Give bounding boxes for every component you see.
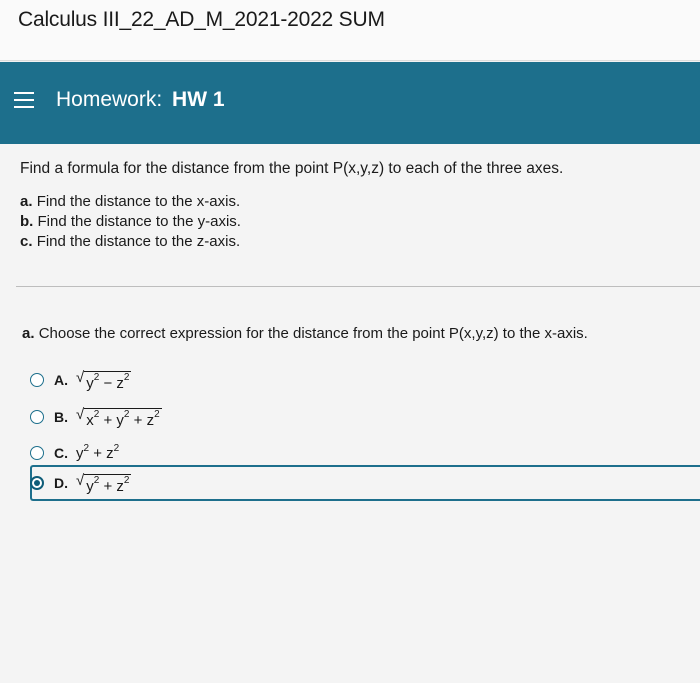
- option-expression-c: y $^2$ + z $^2$: [76, 442, 120, 462]
- question-part: b. Find the distance to the y-axis.: [20, 213, 241, 230]
- homework-name: HW 1: [172, 88, 225, 111]
- question-part: a. Find the distance to the x-axis.: [20, 193, 241, 210]
- menu-icon[interactable]: [14, 92, 34, 110]
- course-title: Calculus III_22_AD_M_2021-2022 SUM: [18, 8, 385, 31]
- question-part: c. Find the distance to the z-axis.: [20, 233, 241, 250]
- radio-option-c[interactable]: [30, 446, 44, 460]
- option-letter: A.: [54, 372, 68, 388]
- option-letter: C.: [54, 445, 68, 461]
- radio-option-b[interactable]: [30, 410, 44, 424]
- part-a-prompt: a. Choose the correct expression for the distance from the point P(x,y,z) to the x-axis.: [22, 325, 588, 342]
- question-intro: Find a formula for the distance from the point P(x,y,z) to each of the three axes.: [20, 160, 564, 177]
- option-a[interactable]: [30, 367, 131, 393]
- section-divider: [16, 286, 700, 287]
- homework-title: [56, 88, 225, 112]
- option-expression-b: √ $x^2 + y^2 + z^2$: [76, 405, 160, 429]
- radio-option-d[interactable]: [30, 476, 44, 490]
- option-letter: D.: [54, 475, 68, 491]
- course-header: [0, 0, 700, 61]
- radio-option-a[interactable]: [30, 373, 44, 387]
- homework-prefix: Homework:: [56, 88, 163, 111]
- option-expression-d: √ $y^2 + z^2$: [76, 471, 130, 495]
- option-c[interactable]: [30, 440, 119, 466]
- option-b[interactable]: [30, 404, 162, 430]
- option-d[interactable]: [30, 470, 131, 496]
- option-expression-a: √ $y^2 - z^2$: [76, 368, 130, 392]
- option-letter: B.: [54, 409, 68, 425]
- question-parts: [20, 192, 241, 252]
